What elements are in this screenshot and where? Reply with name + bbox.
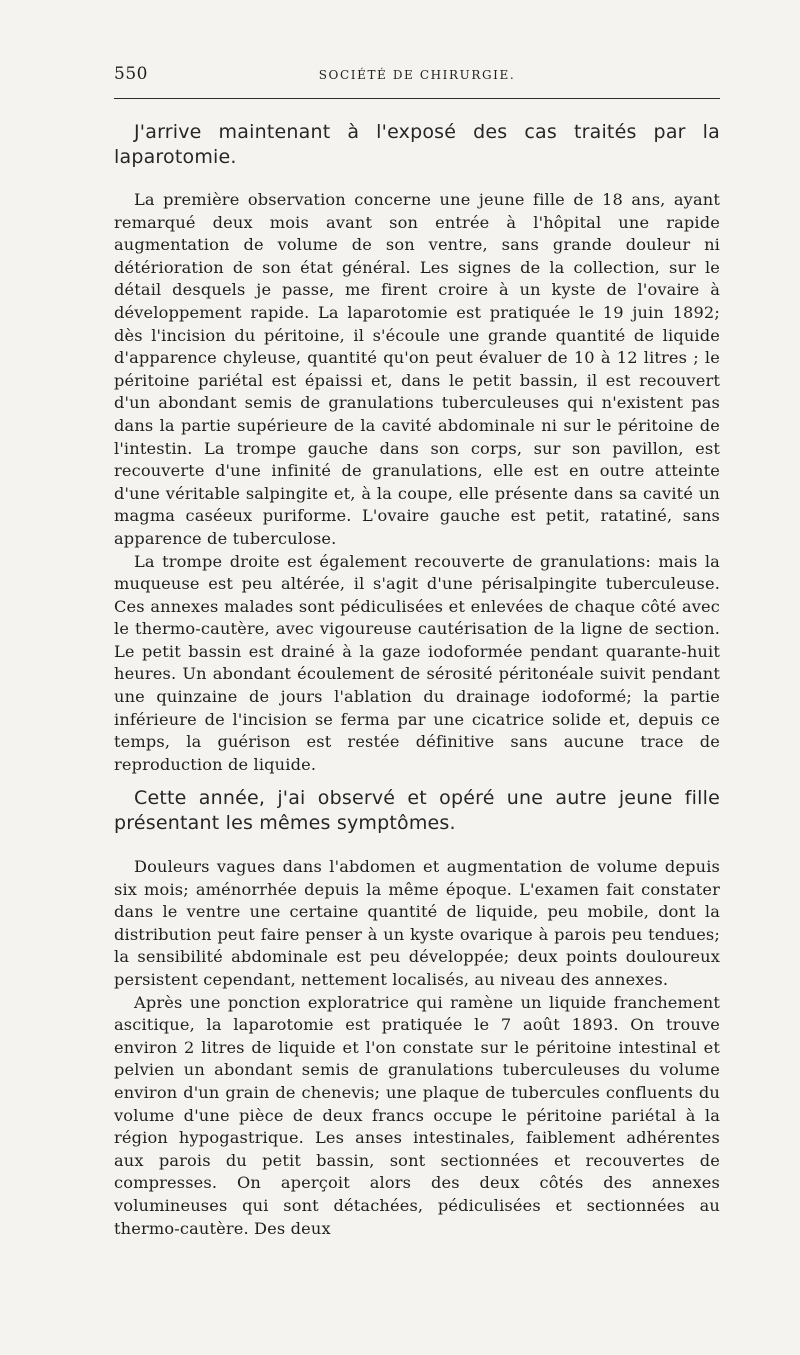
observation-1: [114, 189, 720, 776]
running-title: SOCIÉTÉ DE CHIRURGIE.: [318, 68, 516, 82]
running-header: [114, 64, 720, 90]
section-intro: [114, 120, 720, 170]
observation-1-paragraph-2: La trompe droite est également recouverte de granulations: mais la muqueuse est peu altérée, il s'agit d'une périsalpingite tuberculeuse. Ces annexes malades sont pédiculisées et enlevées de chaque côté avec le thermo-cautère, avec vigoureuse cautérisation de la ligne de section. Le petit bassin est drainé à la gaze iodoformée pendant quarante-huit heures. Un abondant écoulement de sérosité péritonéale suivit pendant une quinzaine de jours l'ablation du drainage iodoformé; la partie inférieure de l'incision se ferma par une cicatrice solide et, depuis ce temps, la guérison est restée définitive sans aucune trace de reproduction de liquide.: [114, 551, 720, 774]
page-number: 550: [114, 64, 148, 84]
intro-2-paragraph: Cette année, j'ai observé et opéré une autre jeune fille présentant les mêmes symptômes.: [114, 787, 720, 834]
observation-1-paragraph-1: La première observation concerne une jeune fille de 18 ans, ayant remarqué deux mois avant son entrée à l'hôpital une rapide augmentation de volume de son ventre, sans grande douleur ni détérioration de son état général. Les signes de la collection, sur le détail desquels je passe, me firent croire à un kyste de l'ovaire à développement rapide. La laparotomie est pratiquée le 19 juin 1892; dès l'incision du péritoine, il s'écoule une grande quantité de liquide d'apparence chyleuse, quantité qu'on peut évaluer de 10 à 12 litres ; le péritoine pariétal est épaissi et, dans le petit bassin, il est recouvert d'un abondant semis de granulations tuberculeuses qui n'existent pas dans la partie supérieure de la cavité abdominale ni sur le péritoine de l'intestin. La trompe gauche dans son corps, sur son pavillon, est recouverte d'une infinité de granulations, elle est en outre atteinte d'une véritable salpingite et, à la coupe, elle présente dans sa cavité un magma caséeux puriforme. L'ovaire gauche est petit, ratatiné, sans apparence de tuberculose.: [114, 190, 720, 548]
section-intro-2: [114, 786, 720, 836]
observation-2-paragraph-2: Après une ponction exploratrice qui ramène un liquide franchement ascitique, la laparotomie est pratiquée le 7 août 1893. On trouve environ 2 litres de liquide et l'on constate sur le péritoine intestinal et pelvien un abondant semis de granulations tuberculeuses du volume environ d'un grain de chenevis; une plaque de tubercules confluents du volume d'une pièce de deux francs occupe le péritoine pariétal à la région hypogastrique. Les anses intestinales, faiblement adhérentes aux parois du petit bassin, sont sectionnées et recouvertes de compresses. On aperçoit alors des deux côtés des annexes volumineuses qui sont détachées, pédiculisées et sectionnées au thermo-cautère. Des deux: [114, 992, 720, 1238]
observation-2-paragraph-1: Douleurs vagues dans l'abdomen et augmentation de volume depuis six mois; aménorrhée depuis la même époque. L'examen fait constater dans le ventre une certaine quantité de liquide, peu mobile, dont la distribution peut faire penser à un kyste ovarique à parois peu tendues; la sensibilité abdominale est peu développée; deux points douloureux persistent cependant, nettement localisés, au niveau des annexes.: [114, 857, 720, 989]
observation-2: [114, 856, 720, 1240]
header-rule: [114, 98, 720, 99]
intro-paragraph: J'arrive maintenant à l'exposé des cas traités par la laparotomie.: [114, 121, 720, 168]
